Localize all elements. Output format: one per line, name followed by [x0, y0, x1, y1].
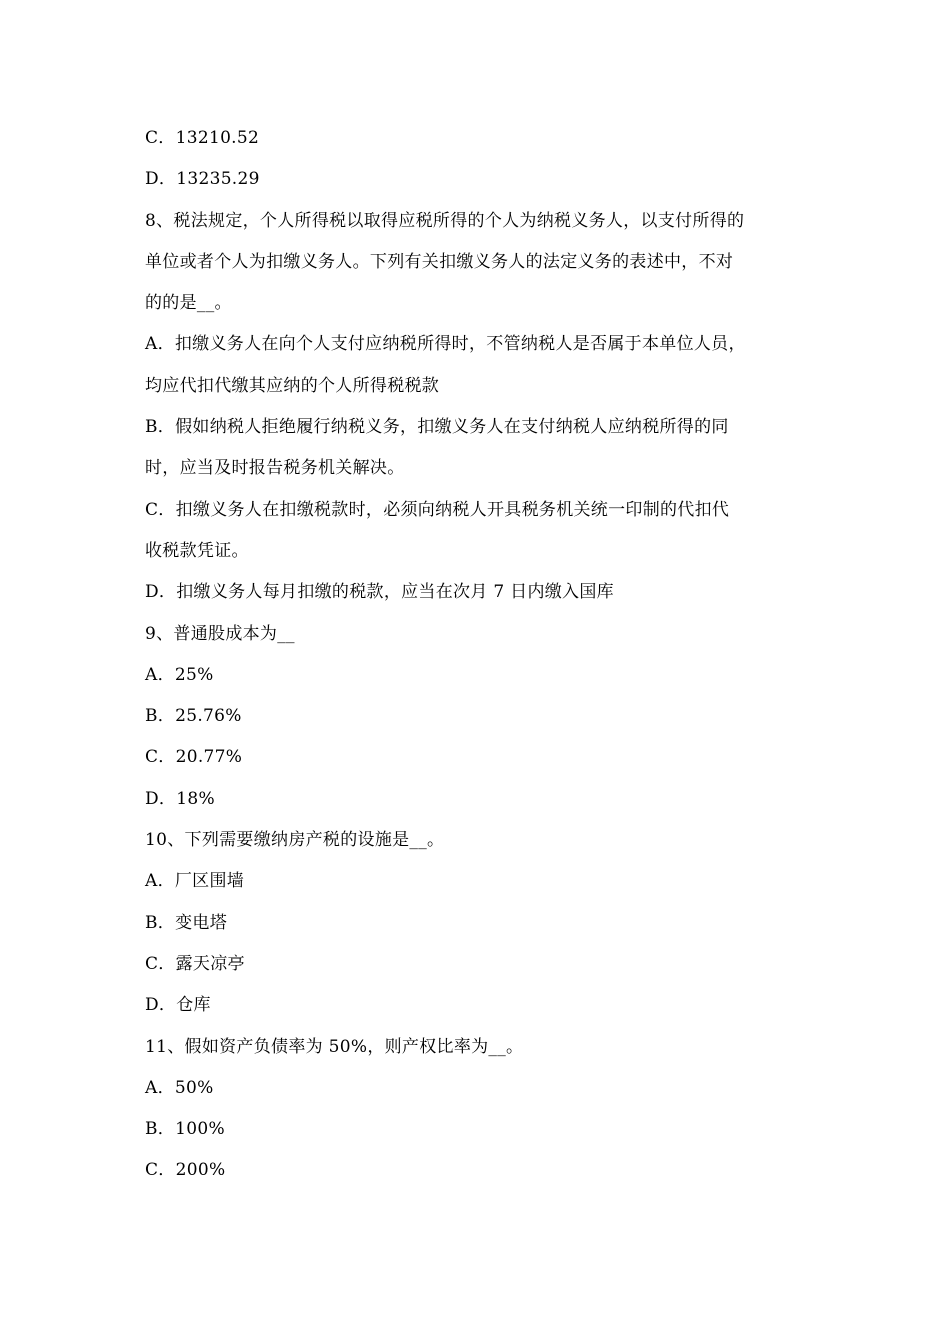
- option-c-q7: C．13210.52: [145, 128, 260, 148]
- option-a-q9: A．25%: [145, 664, 214, 685]
- question-11: 11、假如资产负债率为 50%，则产权比率为__。: [145, 1036, 524, 1057]
- option-d-q9: D．18%: [145, 788, 215, 809]
- option-c-q11: C．200%: [145, 1160, 226, 1181]
- option-a-q8-line-1: A．扣缴义务人在向个人支付应纳税所得时，不管纳税人是否属于本单位人员，: [145, 334, 746, 355]
- option-c-q8-line-2: 收税款凭证。: [145, 540, 249, 561]
- question-8-line-2: 单位或者个人为扣缴义务人。下列有关扣缴义务人的法定义务的表述中，不对: [145, 251, 734, 272]
- option-c-q8-line-1: C．扣缴义务人在扣缴税款时，必须向纳税人开具税务机关统一印制的代扣代: [145, 499, 730, 520]
- option-c-q10: C．露天凉亭: [145, 953, 245, 974]
- option-d-q8: D．扣缴义务人每月扣缴的税款，应当在次月 7 日内缴入国库: [145, 582, 614, 603]
- option-b-q8-line-2: 时，应当及时报告税务机关解决。: [145, 458, 405, 479]
- option-d-q7: D．13235.29: [145, 169, 260, 190]
- option-b-q11: B．100%: [145, 1119, 225, 1140]
- document-body: [145, 125, 825, 1199]
- option-c-q9: C．20.77%: [145, 747, 243, 768]
- option-b-q9: B．25.76%: [145, 706, 242, 727]
- question-9: 9、普通股成本为__: [145, 623, 295, 644]
- option-b-q10: B．变电塔: [145, 912, 227, 933]
- question-10: 10、下列需要缴纳房产税的设施是__。: [145, 830, 445, 851]
- option-b-q8-line-1: B．假如纳税人拒绝履行纳税义务，扣缴义务人在支付纳税人应纳税所得的同: [145, 417, 729, 438]
- option-a-q11: A．50%: [145, 1077, 214, 1098]
- question-8-line-3: 的的是__。: [145, 293, 232, 314]
- question-8-line-1: 8、税法规定，个人所得税以取得应税所得的个人为纳税义务人，以支付所得的: [145, 210, 745, 231]
- option-d-q10: D．仓库: [145, 995, 211, 1016]
- option-a-q10: A．厂区围墙: [145, 871, 245, 892]
- option-a-q8-line-2: 均应代扣代缴其应纳的个人所得税税款: [145, 375, 440, 396]
